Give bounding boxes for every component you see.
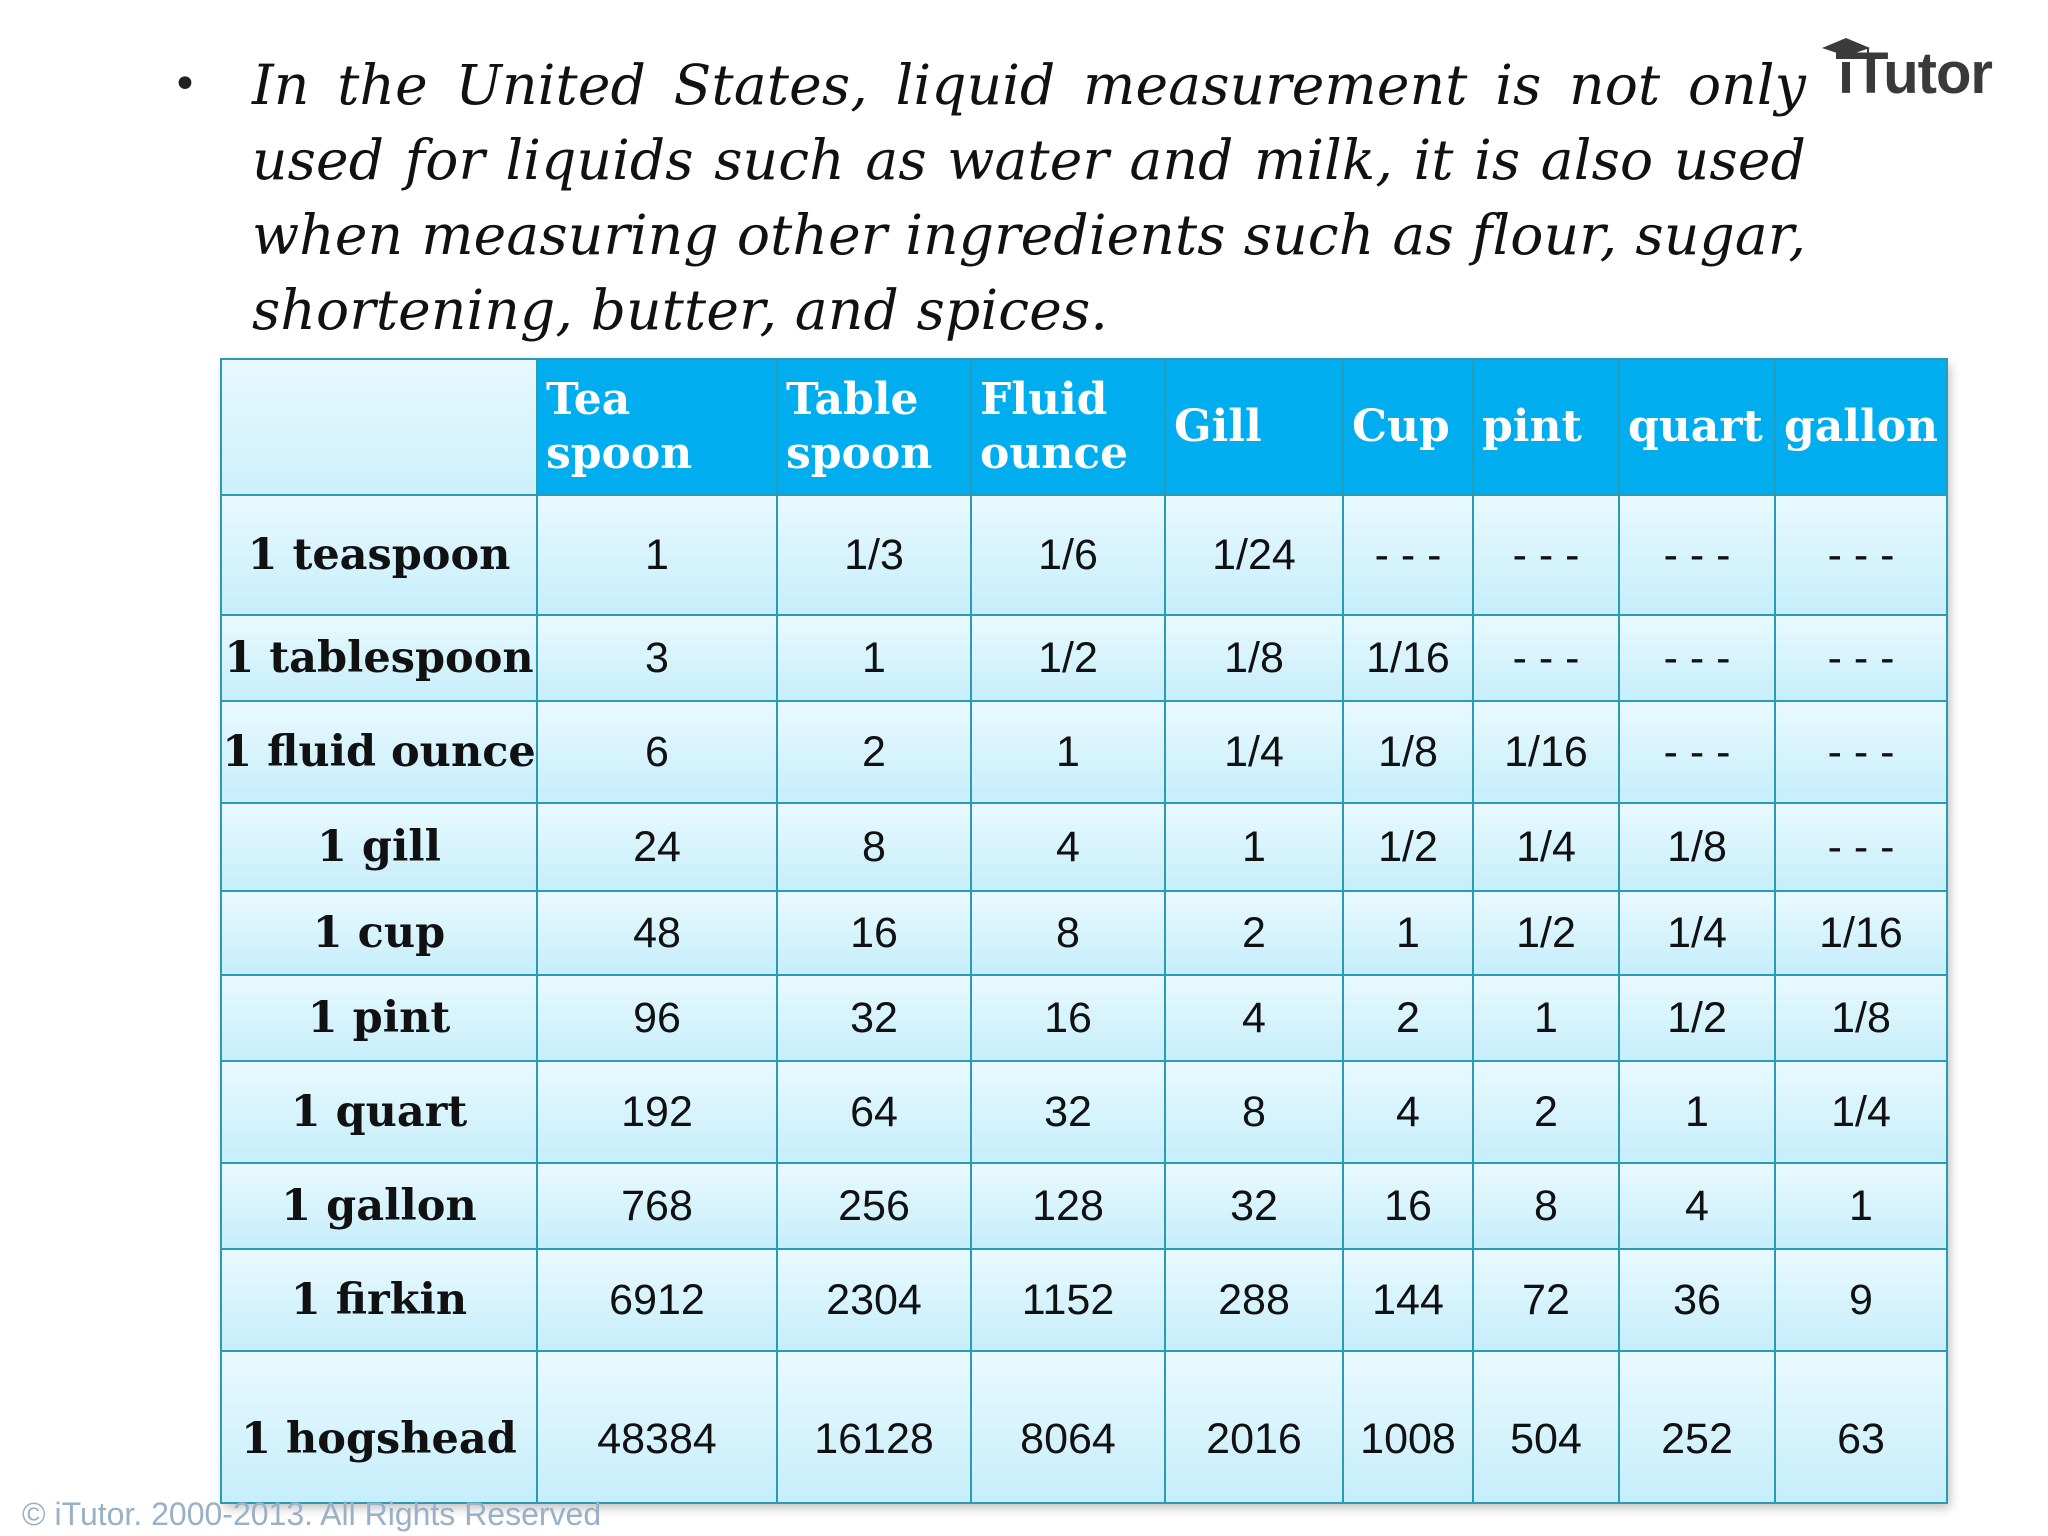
table-cell: 2 [1343, 975, 1473, 1061]
table-cell: 1/4 [1619, 891, 1775, 975]
table-cell: 2304 [777, 1249, 971, 1351]
table-cell: 1 [777, 615, 971, 701]
table-cell: 8 [1165, 1061, 1343, 1163]
table-cell: 2 [777, 701, 971, 803]
table-cell: - - - [1775, 615, 1947, 701]
row-label: 1 quart [221, 1061, 537, 1163]
table-cell: 504 [1473, 1351, 1619, 1503]
table-cell: - - - [1619, 615, 1775, 701]
table-cell: 4 [1343, 1061, 1473, 1163]
table-cell: 1/8 [1343, 701, 1473, 803]
table-cell: 1 [537, 495, 777, 615]
intro-paragraph: In the United States, liquid measurement is not only used for liquids such as water and milk, it is also used when measuring other ingredients such as flour, sugar, shortening, butter, and spices. [252, 53, 1806, 342]
table-row [221, 1061, 1947, 1163]
table-cell: 4 [971, 803, 1165, 891]
table-cell: 4 [1165, 975, 1343, 1061]
table-cell: - - - [1619, 701, 1775, 803]
table-cell: 1/24 [1165, 495, 1343, 615]
header-teaspoon: Tea spoon [537, 359, 777, 495]
table-cell: 1/16 [1775, 891, 1947, 975]
table-cell: 1/8 [1165, 615, 1343, 701]
table-cell: 1/16 [1473, 701, 1619, 803]
table-cell: 1/6 [971, 495, 1165, 615]
table-cell: 1 [971, 701, 1165, 803]
table-cell: 9 [1775, 1249, 1947, 1351]
liquid-measurement-table [220, 358, 1948, 1504]
row-label: 1 gallon [221, 1163, 537, 1249]
table-row [221, 803, 1947, 891]
table-cell: - - - [1473, 615, 1619, 701]
table-cell: 32 [777, 975, 971, 1061]
table-cell: 128 [971, 1163, 1165, 1249]
table-cell: 32 [971, 1061, 1165, 1163]
row-label: 1 fluid ounce [221, 701, 537, 803]
table-cell: 8064 [971, 1351, 1165, 1503]
header-tablespoon: Table spoon [777, 359, 971, 495]
row-label: 1 gill [221, 803, 537, 891]
table-cell: 252 [1619, 1351, 1775, 1503]
table-cell: 1/4 [1165, 701, 1343, 803]
table-corner-cell [221, 359, 537, 495]
table-row [221, 1351, 1947, 1503]
table-cell: 16128 [777, 1351, 971, 1503]
table-cell: 63 [1775, 1351, 1947, 1503]
table-cell: 2 [1473, 1061, 1619, 1163]
table-cell: 1/8 [1775, 975, 1947, 1061]
table-cell: 288 [1165, 1249, 1343, 1351]
table-cell: 1 [1165, 803, 1343, 891]
table-cell: 48 [537, 891, 777, 975]
table-cell: 8 [1473, 1163, 1619, 1249]
table-row [221, 701, 1947, 803]
table-row [221, 975, 1947, 1061]
table-cell: 2016 [1165, 1351, 1343, 1503]
table-row [221, 1249, 1947, 1351]
row-label: 1 tablespoon [221, 615, 537, 701]
header-gill: Gill [1165, 359, 1343, 495]
row-label: 1 firkin [221, 1249, 537, 1351]
table-cell: 1/2 [971, 615, 1165, 701]
table-cell: 1/16 [1343, 615, 1473, 701]
table-cell: 3 [537, 615, 777, 701]
table-cell: 1 [1619, 1061, 1775, 1163]
table-cell: 8 [777, 803, 971, 891]
table-cell: 32 [1165, 1163, 1343, 1249]
table-cell: 1/4 [1775, 1061, 1947, 1163]
table-cell: - - - [1775, 495, 1947, 615]
table-cell: 144 [1343, 1249, 1473, 1351]
table-cell: 36 [1619, 1249, 1775, 1351]
itutor-logo [1816, 18, 2036, 118]
table-cell: - - - [1775, 803, 1947, 891]
table-cell: 1152 [971, 1249, 1165, 1351]
table-cell: 1 [1343, 891, 1473, 975]
row-label: 1 teaspoon [221, 495, 537, 615]
table-cell: 72 [1473, 1249, 1619, 1351]
header-fluid-ounce: Fluid ounce [971, 359, 1165, 495]
logo-wordmark: iTutor [1838, 41, 1992, 106]
table-cell: 6912 [537, 1249, 777, 1351]
row-label: 1 cup [221, 891, 537, 975]
header-quart: quart [1619, 359, 1775, 495]
table-cell: 2 [1165, 891, 1343, 975]
table-cell: 16 [971, 975, 1165, 1061]
table-cell: 1/3 [777, 495, 971, 615]
table-row [221, 615, 1947, 701]
copyright-notice: © iTutor. 2000-2013. All Rights Reserved [22, 1496, 602, 1532]
table-cell: 96 [537, 975, 777, 1061]
table-cell: - - - [1775, 701, 1947, 803]
header-pint: pint [1473, 359, 1619, 495]
table-cell: 48384 [537, 1351, 777, 1503]
table-row [221, 1163, 1947, 1249]
table-cell: 1/2 [1343, 803, 1473, 891]
header-gallon: gallon [1775, 359, 1947, 495]
table-row [221, 495, 1947, 615]
table-cell: 64 [777, 1061, 971, 1163]
bullet-marker: • [172, 59, 198, 110]
table-cell: - - - [1343, 495, 1473, 615]
row-label: 1 hogshead [221, 1351, 537, 1503]
table-cell: 1/8 [1619, 803, 1775, 891]
table-cell: 768 [537, 1163, 777, 1249]
table-cell: - - - [1619, 495, 1775, 615]
table-cell: 256 [777, 1163, 971, 1249]
row-label: 1 pint [221, 975, 537, 1061]
table-cell: 6 [537, 701, 777, 803]
header-cup: Cup [1343, 359, 1473, 495]
table-cell: 8 [971, 891, 1165, 975]
table-cell: 1 [1473, 975, 1619, 1061]
table-cell: 4 [1619, 1163, 1775, 1249]
conversion-table-container [220, 358, 1946, 1502]
table-cell: 192 [537, 1061, 777, 1163]
table-cell: 16 [777, 891, 971, 975]
table-cell: 1/4 [1473, 803, 1619, 891]
table-row [221, 891, 1947, 975]
table-cell: - - - [1473, 495, 1619, 615]
table-cell: 16 [1343, 1163, 1473, 1249]
table-cell: 24 [537, 803, 777, 891]
table-cell: 1 [1775, 1163, 1947, 1249]
table-header-row [221, 359, 1947, 495]
table-cell: 1008 [1343, 1351, 1473, 1503]
table-cell: 1/2 [1619, 975, 1775, 1061]
table-cell: 1/2 [1473, 891, 1619, 975]
